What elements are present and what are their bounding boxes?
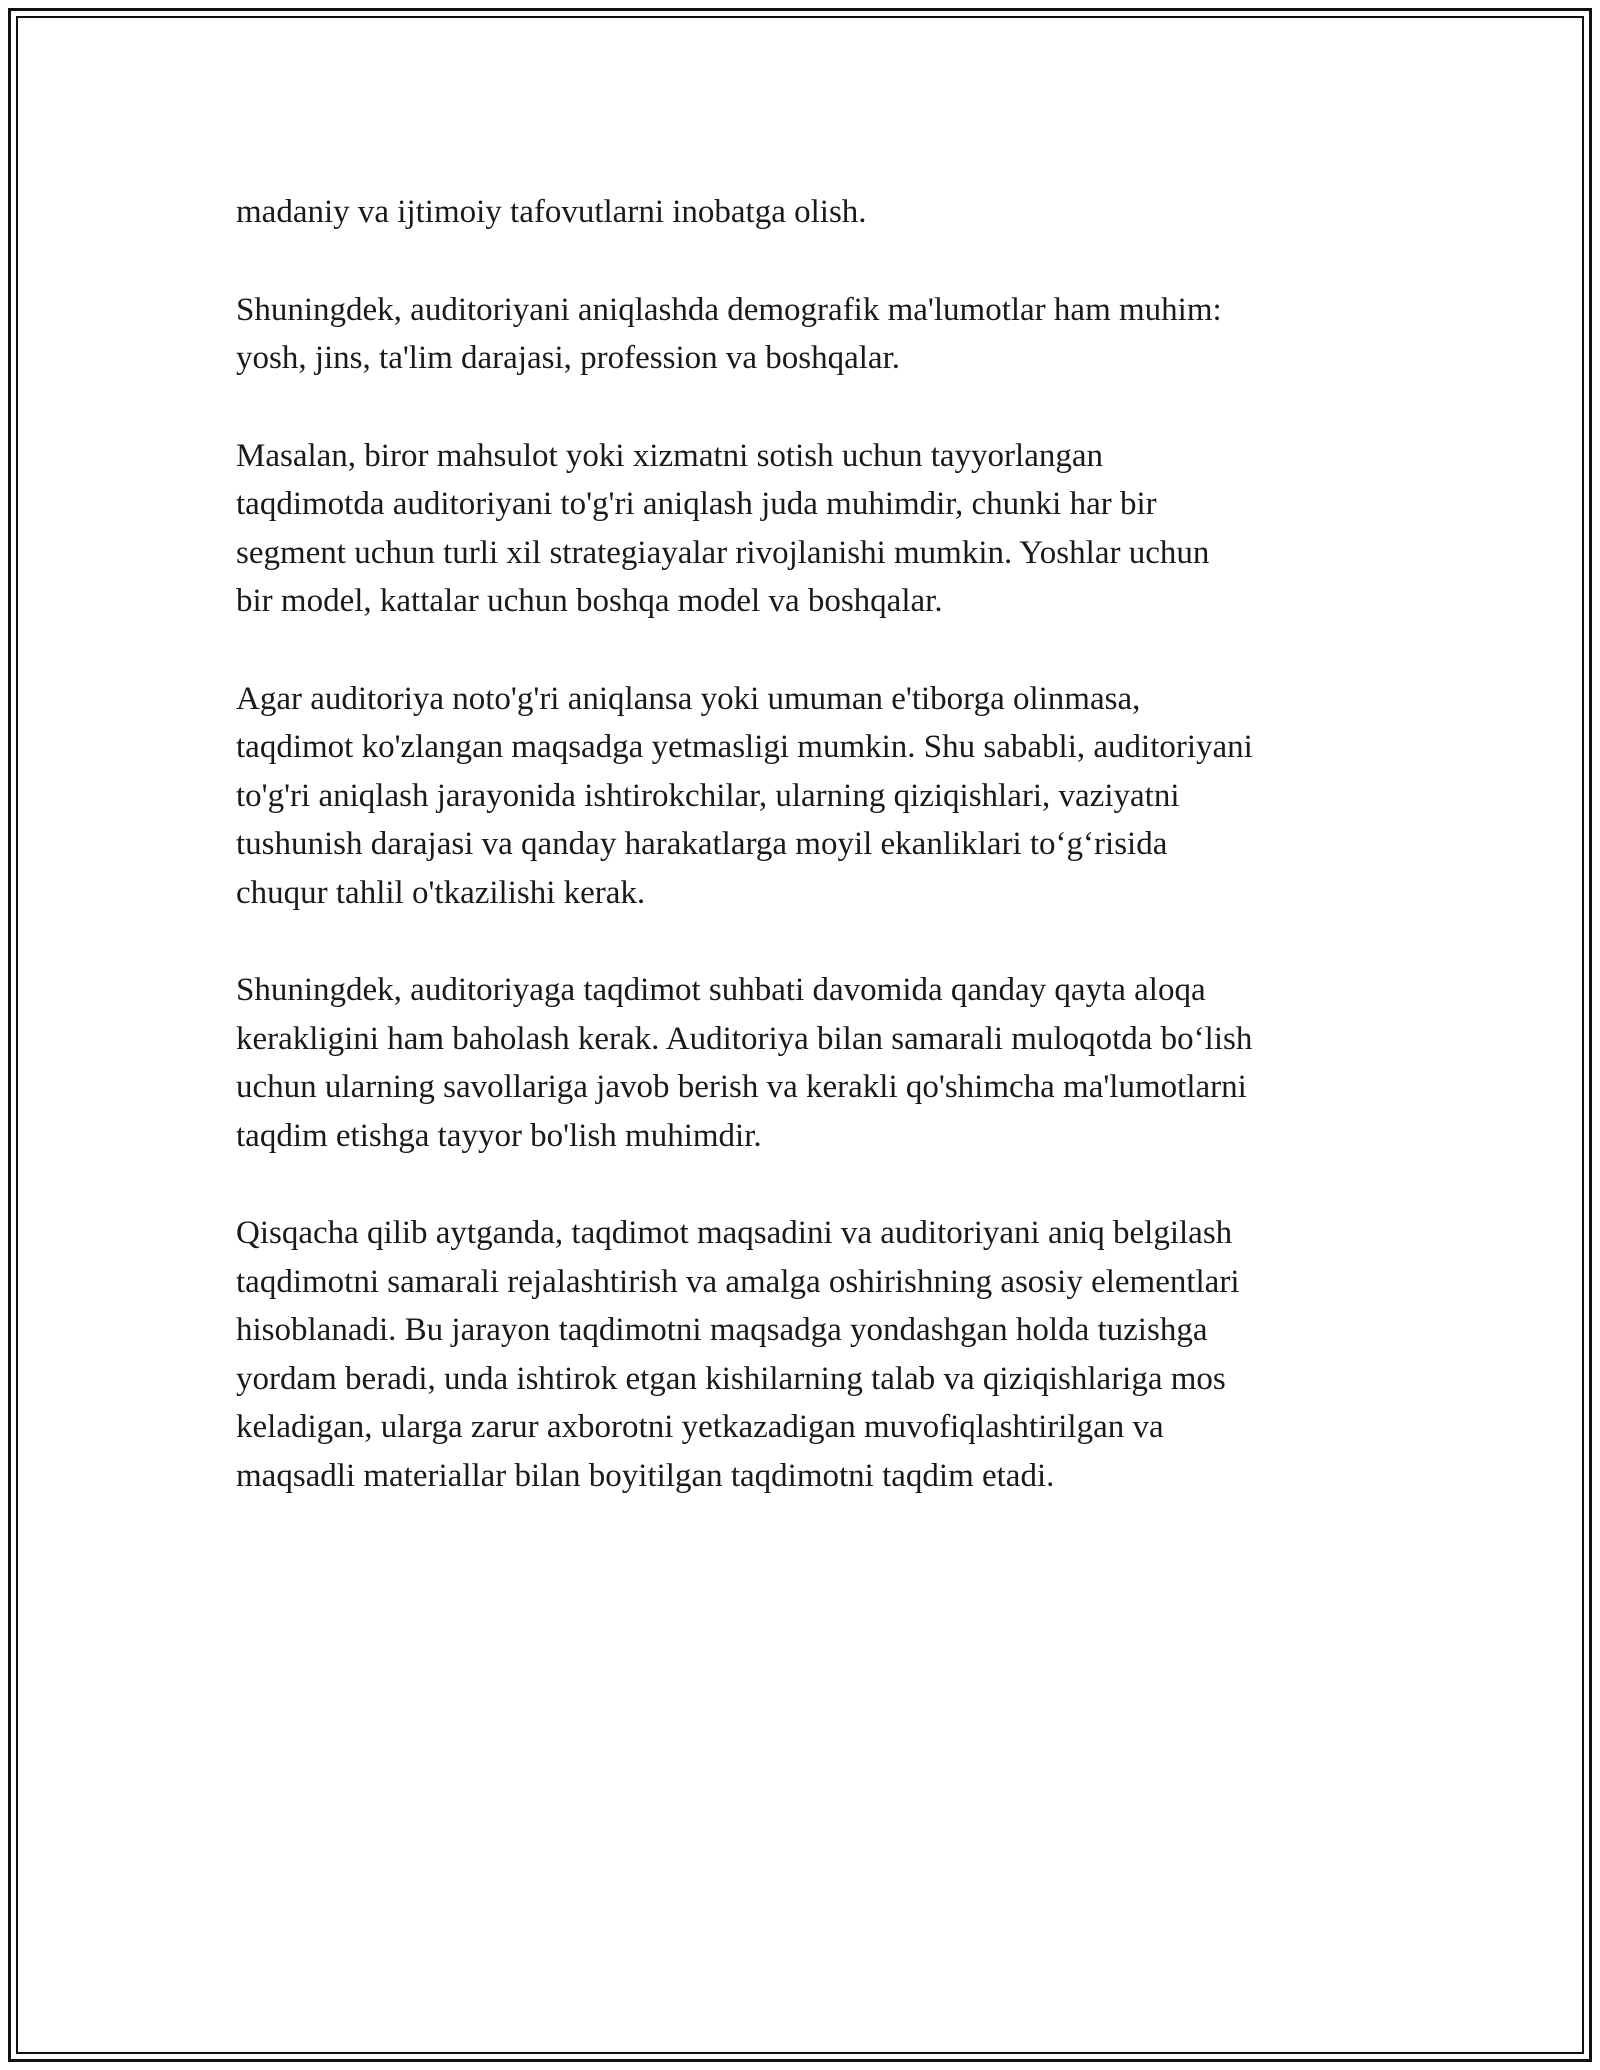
paragraph-1: madaniy va ijtimoiy tafovutlarni inobatga olish. [236, 194, 867, 230]
document-body [236, 188, 1376, 1549]
paragraph-3: Masalan, biror mahsulot yoki xizmatni sotish uchun tayyorlangan taqdimotda auditoriyani to'g'ri aniqlash juda muhimdir, chunki har bir segment uchun turli xil strategiayalar rivojlanishi mumkin. Yoshlar uchun bir model, kattalar uchun boshqa model va boshqalar. [236, 437, 1210, 619]
paragraph-4: Agar auditoriya noto'g'ri aniqlansa yoki umuman e'tiborga olinmasa, taqdimot ko'zlangan maqsadga yetmasligi mumkin. Shu sababli, auditoriyani to'g'ri aniqlash jarayonida ishtirokchilar, ularning qiziqishlari, vaziyatni tushunish darajasi va qanday harakatlarga moyil ekanliklari to‘g‘risida chuqur tahlil o'tkazilishi kerak. [236, 680, 1253, 911]
paragraph-2: Shuningdek, auditoriyani aniqlashda demografik ma'lumotlar ham muhim: yosh, jins, ta'lim darajasi, profession va boshqalar. [236, 291, 1222, 376]
paragraph-6: Qisqacha qilib aytganda, taqdimot maqsadini va auditoriyani aniq belgilash taqdimotni samarali rejalashtirish va amalga oshirishning asosiy elementlari hisoblanadi. Bu jarayon taqdimotni maqsadga yondashgan holda tuzishga yordam beradi, unda ishtirok etgan kishilarning talab va qiziqishlariga mos keladigan, ularga zarur axborotni yetkazadigan muvofiqlashtirilgan va maqsadli materiallar bilan boyitilgan taqdimotni taqdim etadi. [236, 1215, 1240, 1494]
paragraph-5: Shuningdek, auditoriyaga taqdimot suhbati davomida qanday qayta aloqa kerakligini ham baholash kerak. Auditoriya bilan samarali muloqotda bo‘lish uchun ularning savollariga javob berish va kerakli qo'shimcha ma'lumotlarni taqdim etishga tayyor bo'lish muhimdir. [236, 972, 1253, 1154]
